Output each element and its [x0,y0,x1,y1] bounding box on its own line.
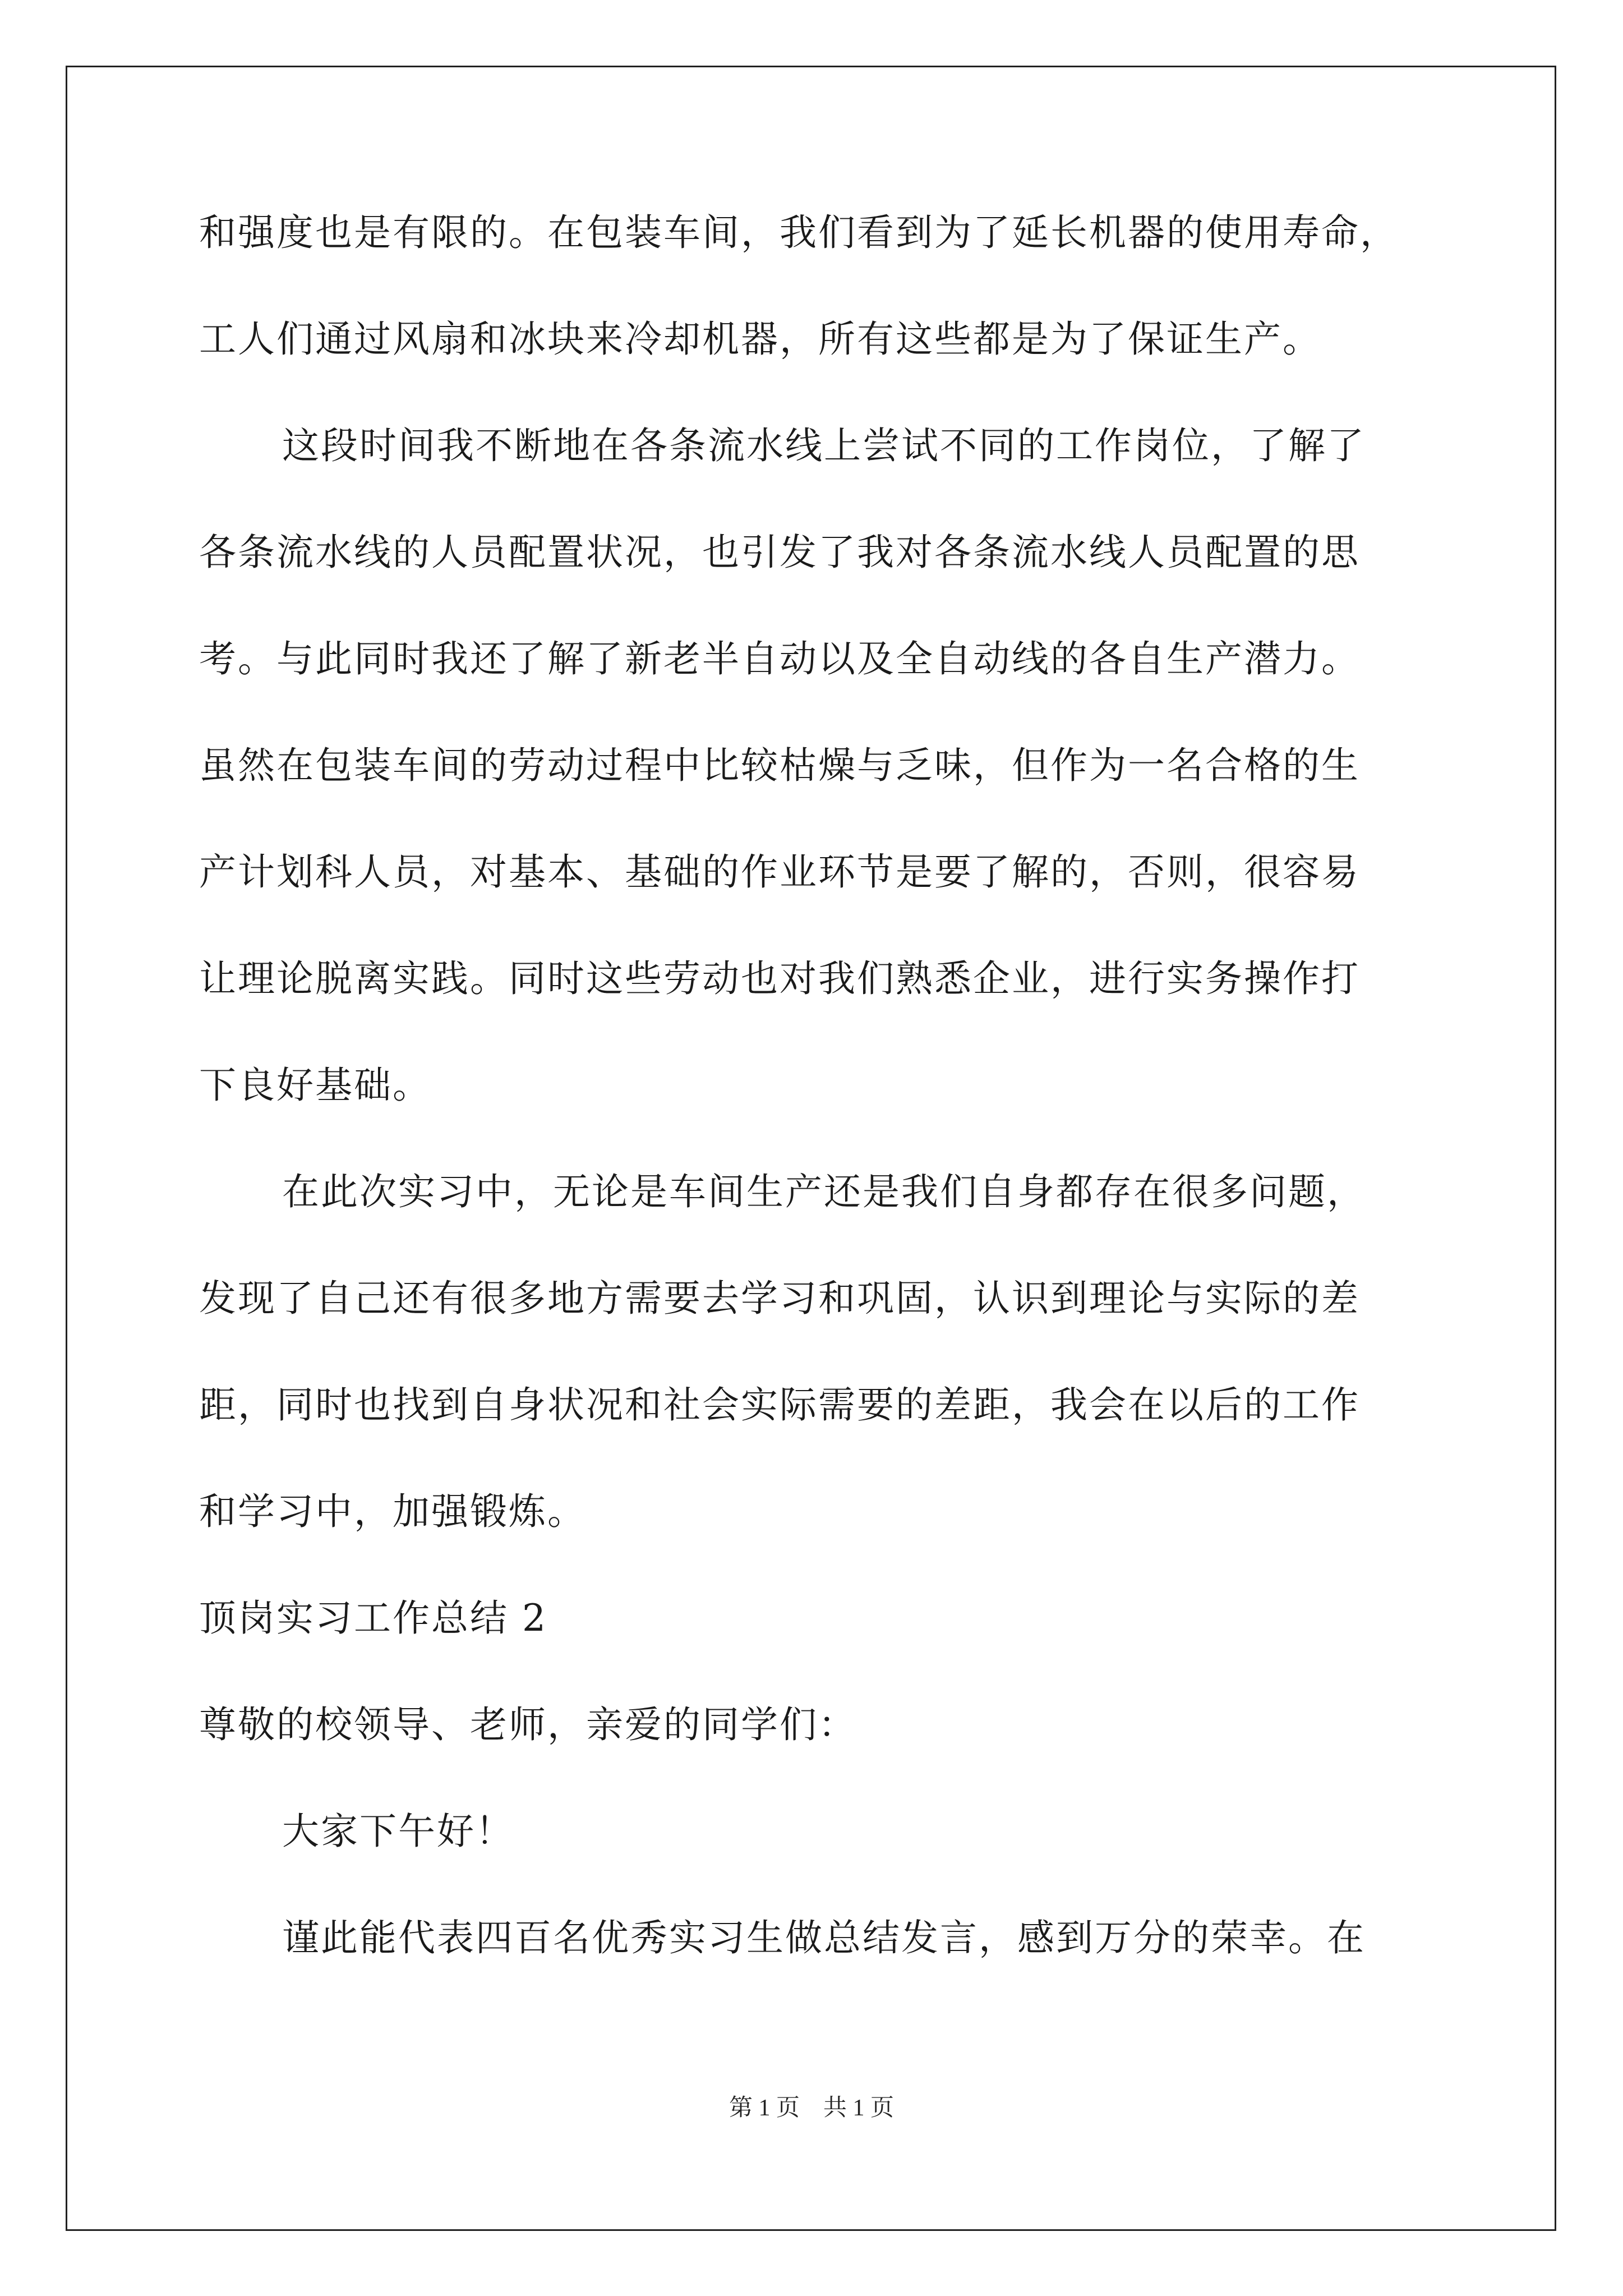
paragraph-line: 在此次实习中，无论是车间生产还是我们自身都存在很多问题， [282,1170,1366,1213]
paragraph-line: 考。与此同时我还了解了新老半自动以及全自动线的各自生产潜力。 [199,637,1360,680]
paragraph-line: 和学习中，加强锻炼。 [199,1490,586,1533]
paragraph-line: 谨此能代表四百名优秀实习生做总结发言，感到万分的荣幸。在 [282,1916,1366,1959]
paragraph-line: 距，同时也找到自身状况和社会实际需要的差距，我会在以后的工作 [199,1383,1360,1427]
salutation: 尊敬的校领导、老师，亲爱的同学们： [199,1703,857,1746]
page-number-footer: 第 1 页 共 1 页 [728,2095,894,2121]
paragraph-line: 虽然在包装车间的劳动过程中比较枯燥与乏味，但作为一名合格的生 [199,744,1360,787]
paragraph-line: 各条流水线的人员配置状况，也引发了我对各条流水线人员配置的思 [199,531,1360,574]
greeting: 大家下午好！ [282,1810,514,1853]
paragraph-line: 这段时间我不断地在各条流水线上尝试不同的工作岗位，了解了 [282,424,1366,467]
paragraph-line: 下良好基础。 [199,1064,431,1107]
paragraph-line: 让理论脱离实践。同时这些劳动也对我们熟悉企业，进行实务操作打 [199,957,1360,1000]
paragraph-line: 产计划科人员，对基本、基础的作业环节是要了解的，否则，很容易 [199,850,1360,894]
paragraph-line: 发现了自己还有很多地方需要去学习和巩固，认识到理论与实际的差 [199,1277,1360,1320]
paragraph-line: 和强度也是有限的。在包装车间，我们看到为了延长机器的使用寿命， [199,211,1399,254]
paragraph-line: 工人们通过风扇和冰块来冷却机器，所有这些都是为了保证生产。 [199,318,1321,361]
section-heading: 顶岗实习工作总结 2 [199,1596,547,1640]
